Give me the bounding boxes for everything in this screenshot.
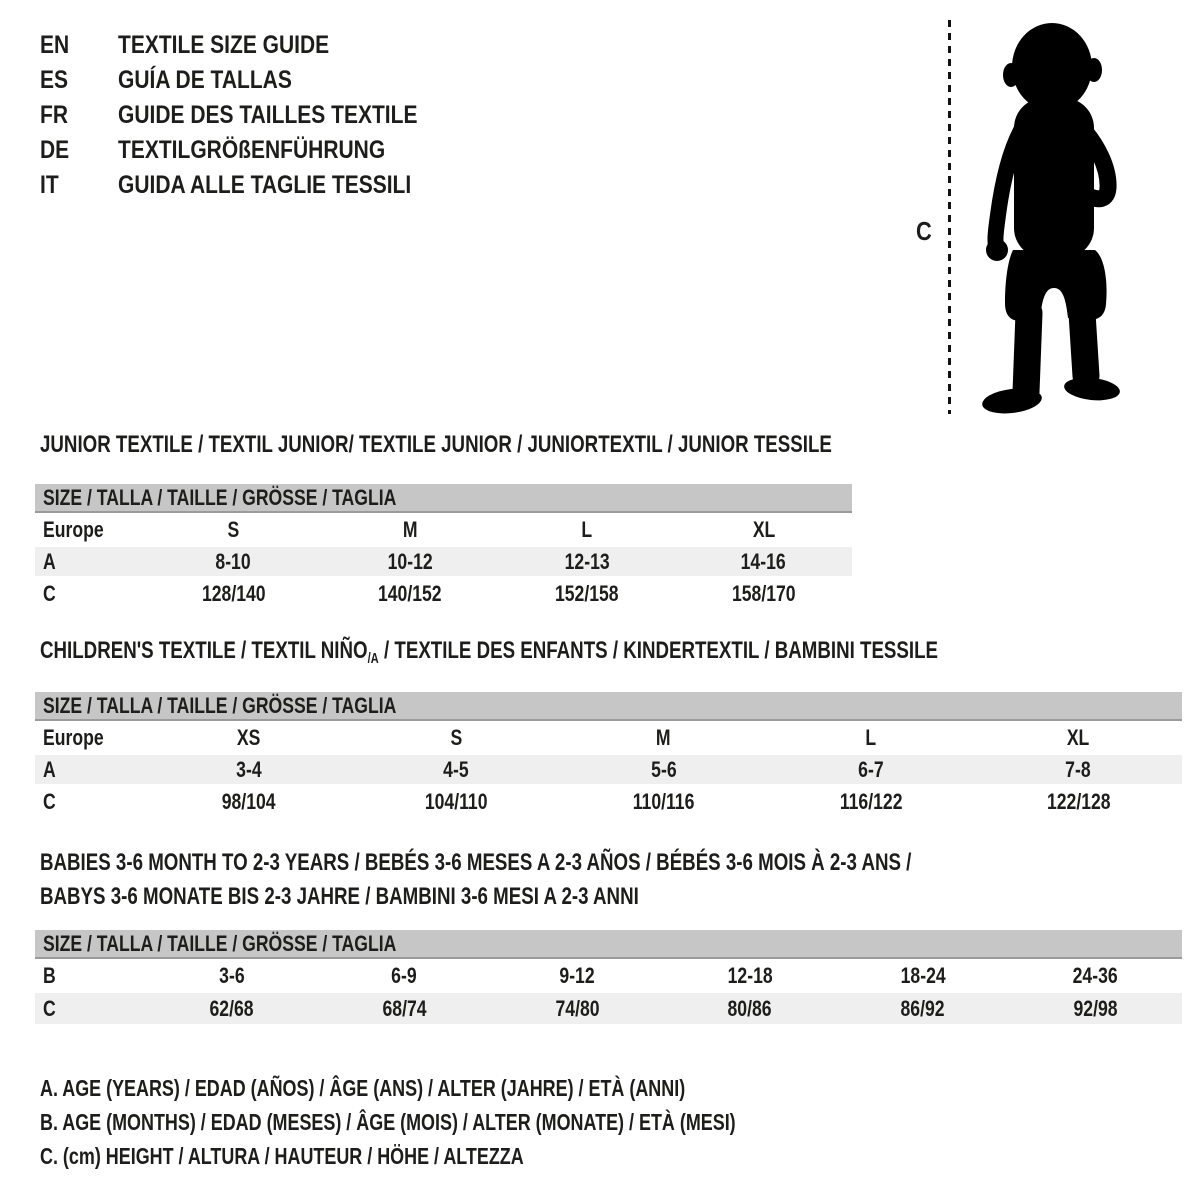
row-label: A — [43, 756, 56, 782]
age-value: 7-8 — [1065, 756, 1092, 782]
language-code: DE — [40, 136, 70, 164]
size-header-bar: SIZE / TALLA / TAILLE / GRÖSSE / TAGLIA — [35, 484, 852, 513]
language-code: ES — [40, 66, 69, 94]
row-label: C — [43, 581, 56, 606]
height-value: 92/98 — [1073, 995, 1118, 1021]
size-column: XS — [236, 725, 261, 750]
size-column: XL — [1067, 725, 1090, 750]
language-title: TEXTILGRÖßENFÜHRUNG — [118, 136, 386, 164]
age-value: 9-12 — [559, 963, 595, 988]
babies-section-title-line2: BABYS 3-6 MONATE BIS 2-3 JAHRE / BAMBINI 3-6 MESI A 2-3 ANNI — [40, 883, 639, 910]
babies-height-row — [35, 993, 1182, 1024]
legend-line-c: C. (cm) HEIGHT / ALTURA / HAUTEUR / HÖHE / ALTEZZA — [40, 1143, 524, 1169]
legend-line-b: B. AGE (MONTHS) / EDAD (MESES) / ÂGE (MOIS) / ALTER (MONATE) / ETÀ (MESI) — [40, 1109, 736, 1135]
language-title: GUIDA ALLE TAGLIE TESSILI — [118, 171, 412, 199]
junior-columns-row — [35, 513, 852, 547]
row-label: A — [43, 548, 56, 574]
age-value: 3-4 — [235, 756, 262, 782]
size-header-bar: SIZE / TALLA / TAILLE / GRÖSSE / TAGLIA — [35, 930, 1182, 959]
height-value: 62/68 — [209, 995, 254, 1021]
height-dashed-line — [948, 20, 951, 414]
babies-size-table — [35, 930, 1182, 1024]
height-value: 98/104 — [221, 789, 276, 814]
language-row-it — [40, 168, 475, 203]
row-label: C — [43, 995, 56, 1021]
height-value: 116/122 — [839, 789, 903, 814]
height-value: 140/152 — [378, 581, 442, 606]
age-value: 3-6 — [218, 963, 245, 988]
height-value: 158/170 — [731, 581, 796, 606]
toddler-silhouette-icon — [964, 20, 1136, 418]
age-value: 5-6 — [650, 756, 677, 782]
region-label: Europe — [43, 517, 104, 542]
children-age-row — [35, 755, 1182, 784]
junior-age-row — [35, 547, 852, 576]
height-value: 68/74 — [382, 995, 427, 1021]
language-row-de — [40, 133, 475, 168]
height-value: 122/128 — [1046, 789, 1111, 814]
junior-section-title: JUNIOR TEXTILE / TEXTIL JUNIOR/ TEXTILE JUNIOR / JUNIORTEXTIL / JUNIOR TESSILE — [40, 431, 832, 458]
language-code: IT — [40, 171, 59, 199]
row-label: C — [43, 789, 56, 814]
measure-legend — [40, 1071, 932, 1173]
height-value: 74/80 — [555, 995, 600, 1021]
age-value: 24-36 — [1073, 963, 1119, 988]
babies-section-title-line1: BABIES 3-6 MONTH TO 2-3 YEARS / BEBÉS 3-6 MESES A 2-3 AÑOS / BÉBÉS 3-6 MOIS À 2-3 ANS / — [40, 849, 912, 876]
language-title: TEXTILE SIZE GUIDE — [118, 31, 330, 59]
age-value: 14-16 — [741, 548, 787, 574]
height-value: 104/110 — [424, 789, 488, 814]
language-row-fr — [40, 98, 475, 133]
size-column: S — [450, 725, 462, 750]
age-value: 8-10 — [215, 548, 251, 574]
children-height-row — [35, 784, 1182, 820]
age-value: 18-24 — [900, 963, 946, 988]
row-label: B — [43, 963, 56, 988]
junior-height-row — [35, 576, 852, 612]
age-value: 12-18 — [727, 963, 773, 988]
height-value: 152/158 — [555, 581, 619, 606]
legend-line-a: A. AGE (YEARS) / EDAD (AÑOS) / ÂGE (ANS) / ALTER (JAHRE) / ETÀ (ANNI) — [40, 1075, 686, 1101]
age-value: 6-9 — [391, 963, 417, 988]
size-column: L — [581, 517, 593, 542]
language-row-en — [40, 28, 475, 63]
height-value: 128/140 — [201, 581, 266, 606]
size-column: M — [656, 725, 671, 750]
size-header-bar: SIZE / TALLA / TAILLE / GRÖSSE / TAGLIA — [35, 692, 1182, 721]
size-column: XL — [752, 517, 775, 542]
height-value: 110/116 — [632, 789, 695, 814]
height-value: 86/92 — [900, 995, 945, 1021]
language-title: GUIDE DES TAILLES TEXTILE — [118, 101, 418, 129]
babies-age-row — [35, 959, 1182, 993]
junior-size-table — [35, 484, 852, 612]
age-value: 4-5 — [443, 756, 469, 782]
language-title: GUÍA DE TALLAS — [118, 66, 292, 94]
size-column: M — [402, 517, 418, 542]
language-row-es — [40, 63, 475, 98]
age-value: 10-12 — [387, 548, 433, 574]
age-value: 6-7 — [858, 756, 884, 782]
language-header — [40, 28, 475, 203]
size-column: L — [865, 725, 877, 750]
age-value: 12-13 — [564, 548, 610, 574]
height-measure-label: C — [916, 216, 932, 246]
height-value: 80/86 — [727, 995, 772, 1021]
region-label: Europe — [43, 725, 104, 750]
size-column: S — [227, 517, 240, 542]
language-code: EN — [40, 31, 70, 59]
language-code: FR — [40, 101, 68, 129]
children-size-table — [35, 692, 1182, 820]
children-columns-row — [35, 721, 1182, 755]
children-section-title: CHILDREN'S TEXTILE / TEXTIL $NIÑO_{/A}$ / TEXTILE DES ENFANTS / KINDERTEXTIL / BAMBINI TESSILE — [40, 637, 939, 668]
